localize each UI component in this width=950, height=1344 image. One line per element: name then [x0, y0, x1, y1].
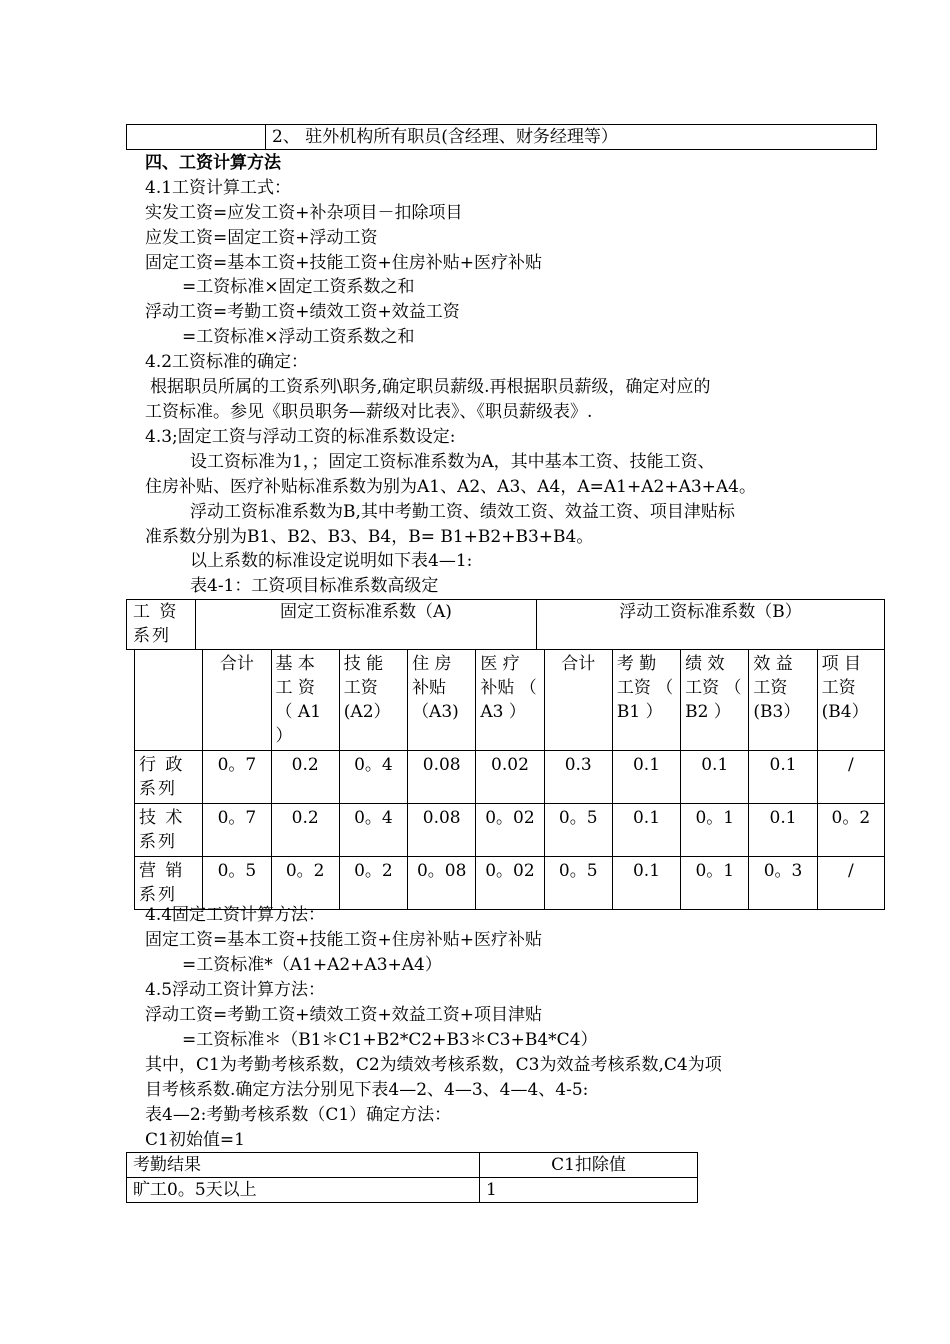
- text-line: =工资标准×浮动工资系数之和: [182, 327, 415, 347]
- text-line: 4.2工资标准的确定：: [145, 352, 309, 372]
- table-caption: 表4—2:考勤考核系数（C1）确定方法：: [145, 1105, 452, 1125]
- table-cell: 0。2: [339, 857, 407, 910]
- table-cell: 0.1: [612, 804, 680, 857]
- row-label: 营 销系列: [135, 857, 203, 910]
- sub-header: 绩 效 工资 （ B2 ）: [681, 650, 749, 751]
- table-4-1-body: [134, 649, 885, 910]
- text-line: =工资标准＊（B1＊C1+B2*C2+B3＊C3+B4*C4）: [182, 1030, 598, 1050]
- text-line: 实发工资=应发工资+补杂项目－扣除项目: [145, 203, 463, 223]
- header-float: 浮动工资标准系数（B）: [537, 600, 885, 650]
- empty-cell: [135, 650, 203, 751]
- header-cell: 考勤结果: [127, 1153, 480, 1178]
- table-cell: 0。7: [203, 804, 271, 857]
- text-line: =工资标准×固定工资系数之和: [182, 277, 415, 297]
- table-cell: 0。1: [681, 804, 749, 857]
- table-cell: 旷工0。5天以上: [127, 1178, 480, 1203]
- sub-header: 项 目 工资 (B4）: [817, 650, 884, 751]
- table-cell: 0.1: [681, 751, 749, 804]
- header-fixed: 固定工资标准系数（A): [196, 600, 537, 650]
- text-line: 固定工资=基本工资+技能工资+住房补贴+医疗补贴: [145, 930, 542, 950]
- table-cell: 0。4: [339, 751, 407, 804]
- text-line: 浮动工资标准系数为B,其中考勤工资、绩效工资、效益工资、项目津贴标: [190, 502, 735, 522]
- sub-header: 效 益 工资 (B3）: [749, 650, 817, 751]
- sub-header: 医 疗 补贴 （ A3 ）: [476, 650, 544, 751]
- top-right-cell: 2、 驻外机构所有职员(含经理、财务经理等）: [266, 125, 877, 150]
- table-cell: 0.1: [749, 751, 817, 804]
- table-cell: /: [817, 751, 884, 804]
- sub-header: 技 能 工资 (A2）: [339, 650, 407, 751]
- sub-header: 合计: [544, 650, 612, 751]
- text-line: 4.4固定工资计算方法：: [145, 905, 326, 925]
- header-series: 工 资系列: [127, 600, 196, 650]
- header-cell: C1扣除值: [480, 1153, 698, 1178]
- sub-header: 住 房 补贴 （A3): [408, 650, 476, 751]
- text-line: 设工资标准为1，；固定工资标准系数为A，其中基本工资、技能工资、: [190, 452, 715, 472]
- top-left-cell: [127, 125, 266, 150]
- sub-header: 考 勤 工资 （ B1 ）: [612, 650, 680, 751]
- text-line: 工资标准。参见《职员职务—薪级对比表》、《职员薪级表》.: [145, 402, 593, 422]
- table-cell: 0。02: [476, 857, 544, 910]
- table-row: [135, 804, 885, 857]
- text-line: 准系数分别为B1、B2、B3、B4，B= B1+B2+B3+B4。: [145, 527, 594, 547]
- row-label: 行 政系列: [135, 751, 203, 804]
- table-cell: 0.3: [544, 751, 612, 804]
- table-cell: 0.2: [271, 804, 339, 857]
- table-cell: 0。1: [681, 857, 749, 910]
- table-cell: 0。2: [271, 857, 339, 910]
- table-cell: /: [817, 857, 884, 910]
- text-line: 固定工资=基本工资+技能工资+住房补贴+医疗补贴: [145, 253, 542, 273]
- section-heading: 四、工资计算方法: [145, 153, 281, 173]
- table-cell: 0。2: [817, 804, 884, 857]
- table-cell: 0。5: [544, 804, 612, 857]
- text-line: 根据职员所属的工资系列\职务,确定职员薪级.再根据职员薪级，确定对应的: [150, 377, 711, 397]
- text-line: 住房补贴、医疗补贴标准系数为别为A1、A2、A3、A4，A=A1+A2+A3+A4。: [145, 477, 756, 497]
- row-label: 技 术系列: [135, 804, 203, 857]
- text-line: C1初始值=1: [145, 1130, 245, 1150]
- table-cell: 0.1: [612, 857, 680, 910]
- table-cell: 0。08: [408, 857, 476, 910]
- table-row: [135, 751, 885, 804]
- text-line: 4.5浮动工资计算方法：: [145, 980, 326, 1000]
- text-line: 以上系数的标准设定说明如下表4—1:: [190, 551, 473, 571]
- table-4-1-header: [126, 599, 885, 650]
- table-cell: 0.02: [476, 751, 544, 804]
- table-cell: 0。5: [544, 857, 612, 910]
- table-cell: 0。4: [339, 804, 407, 857]
- table-caption: 表4-1：工资项目标准系数高级定: [190, 576, 439, 596]
- table-cell: 0。3: [749, 857, 817, 910]
- table-cell: 0.08: [408, 751, 476, 804]
- sub-header: 合计: [203, 650, 271, 751]
- table-row: [127, 1178, 698, 1203]
- text-line: 4.1工资计算工式：: [145, 178, 292, 198]
- table-cell: 0.2: [271, 751, 339, 804]
- table-cell: 0.1: [749, 804, 817, 857]
- top-table: [126, 124, 877, 150]
- text-line: 4.3;固定工资与浮动工资的标准系数设定:: [145, 427, 456, 447]
- table-row: [135, 857, 885, 910]
- table-cell: 0。5: [203, 857, 271, 910]
- table-cell: 0.1: [612, 751, 680, 804]
- text-line: 应发工资=固定工资+浮动工资: [145, 228, 378, 248]
- table-cell: 0。02: [476, 804, 544, 857]
- text-line: 浮动工资=考勤工资+绩效工资+效益工资+项目津贴: [145, 1005, 542, 1025]
- table-cell: 0。7: [203, 751, 271, 804]
- table-cell: 1: [480, 1178, 698, 1203]
- sub-header: 基 本 工 资 （ A1 ）: [271, 650, 339, 751]
- table-cell: 0.08: [408, 804, 476, 857]
- text-line: 目考核系数.确定方法分别见下表4—2、4—3、4—4、4-5:: [145, 1080, 589, 1100]
- text-line: =工资标准*（A1+A2+A3+A4）: [182, 955, 442, 975]
- text-line: 其中，C1为考勤考核系数，C2为绩效考核系数，C3为效益考核系数,C4为项: [145, 1055, 722, 1075]
- table-4-2: [126, 1152, 698, 1203]
- text-line: 浮动工资=考勤工资+绩效工资+效益工资: [145, 302, 460, 322]
